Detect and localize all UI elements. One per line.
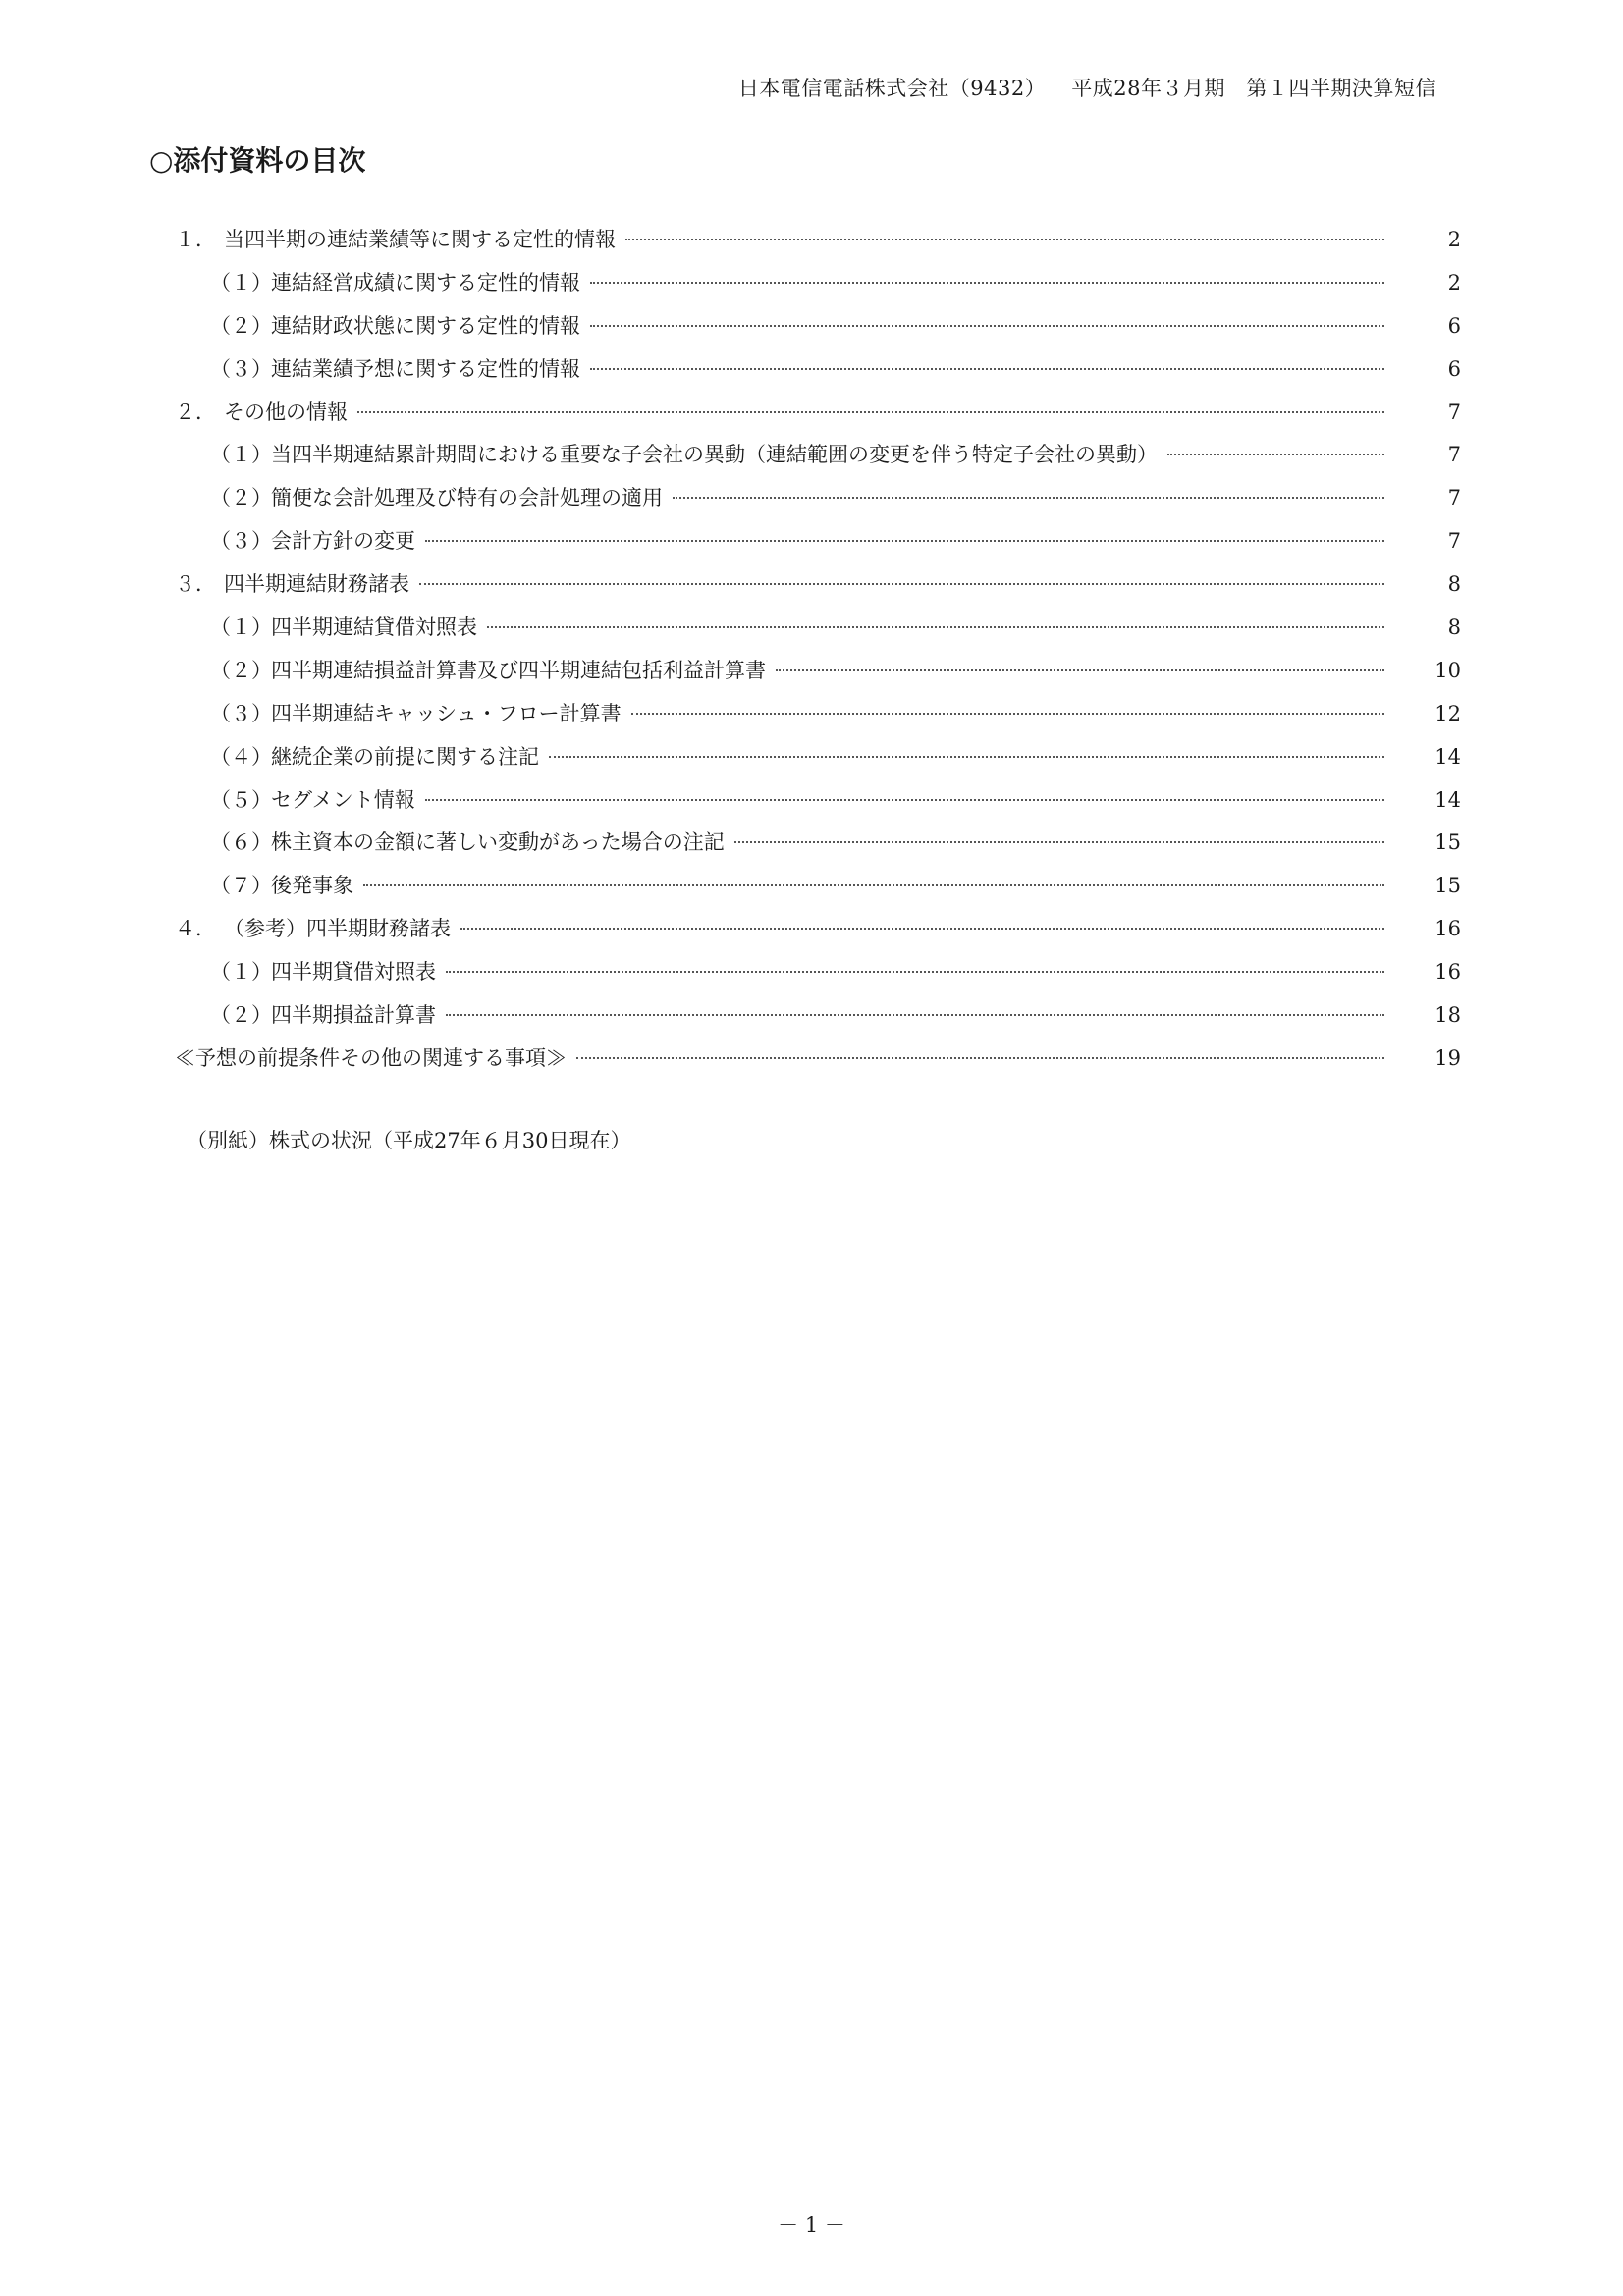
toc-entry[interactable] xyxy=(175,1042,1461,1086)
toc-dot-leader xyxy=(363,884,1384,886)
toc-entry[interactable] xyxy=(175,913,1461,956)
toc-entry-label: セグメント情報 xyxy=(271,787,415,812)
toc-dot-leader xyxy=(460,928,1384,930)
toc-entry-label: その他の情報 xyxy=(224,400,348,424)
toc-entry-page: 16 xyxy=(1434,917,1461,941)
toc-entry-page: 7 xyxy=(1447,400,1461,424)
toc-entry-page: 8 xyxy=(1447,572,1461,597)
toc-entry-page: 7 xyxy=(1447,529,1461,554)
toc-entry-page: 15 xyxy=(1434,874,1461,898)
toc-entry-label: 連結業績予想に関する定性的情報 xyxy=(271,356,580,381)
toc-entry-page: 14 xyxy=(1434,787,1461,812)
toc-dot-leader xyxy=(631,713,1384,715)
toc-entry-page: 7 xyxy=(1447,486,1461,510)
toc-entry[interactable] xyxy=(175,870,1461,913)
toc-entry-page: 10 xyxy=(1434,658,1461,682)
toc-entry-number: （３） xyxy=(210,701,272,725)
toc-entry[interactable] xyxy=(175,267,1461,310)
toc-entry-number: （４） xyxy=(210,744,272,769)
toc-entry-number: （１） xyxy=(210,443,272,467)
toc-entry-label: 四半期損益計算書 xyxy=(271,1003,436,1028)
toc-entry-label: 当四半期の連結業績等に関する定性的情報 xyxy=(224,228,616,251)
toc-entry-label: ≪予想の前提条件その他の関連する事項≫ xyxy=(175,1045,567,1070)
toc-entry-number: （１） xyxy=(210,270,272,294)
toc-entry-number: １． xyxy=(175,228,216,251)
toc-entry[interactable] xyxy=(175,310,1461,353)
toc-dot-leader xyxy=(446,971,1384,973)
toc-entry-label: 四半期連結損益計算書及び四半期連結包括利益計算書 xyxy=(271,658,766,682)
toc-entry-number: ３． xyxy=(175,572,216,597)
toc-entry-page: 14 xyxy=(1434,744,1461,769)
toc-dot-leader xyxy=(734,841,1384,843)
report-title: 平成28年３月期 第１四半期決算短信 xyxy=(1071,77,1436,100)
toc-entry-number: （１） xyxy=(210,615,272,640)
toc-dot-leader xyxy=(590,325,1384,327)
toc-entry-number: （１） xyxy=(210,960,272,985)
document-header xyxy=(738,73,1436,102)
toc-entry-page: 2 xyxy=(1447,228,1461,251)
toc-entry[interactable] xyxy=(175,439,1461,482)
toc-dot-leader xyxy=(419,583,1384,585)
toc-dot-leader xyxy=(425,540,1384,542)
toc-entry-number: （６） xyxy=(210,830,272,855)
toc-entry-number: （２） xyxy=(210,486,272,510)
toc-dot-leader xyxy=(487,626,1384,628)
toc-entry-label: 株主資本の金額に著しい変動があった場合の注記 xyxy=(271,830,725,855)
toc-entry-page: 12 xyxy=(1434,701,1461,725)
toc-dot-leader xyxy=(576,1057,1384,1059)
toc-entry-number: （２） xyxy=(210,1003,272,1028)
toc-dot-leader xyxy=(673,497,1384,499)
toc-entry-page: 7 xyxy=(1447,443,1461,467)
toc-entry-label: 連結経営成績に関する定性的情報 xyxy=(271,270,580,294)
toc-entry-label: 連結財政状態に関する定性的情報 xyxy=(271,313,580,338)
toc-entry-label: 四半期連結貸借対照表 xyxy=(271,615,477,640)
toc-entry[interactable] xyxy=(175,353,1461,397)
toc-entry[interactable] xyxy=(175,784,1461,828)
toc-entry-label: 継続企業の前提に関する注記 xyxy=(271,744,539,769)
toc-dot-leader xyxy=(357,411,1384,413)
toc-dot-leader xyxy=(625,239,1384,240)
table-of-contents xyxy=(175,224,1461,1086)
toc-entry[interactable] xyxy=(175,612,1461,655)
toc-entry-number: （５） xyxy=(210,787,272,812)
toc-entry-page: 6 xyxy=(1447,313,1461,338)
toc-entry-page: 15 xyxy=(1434,830,1461,855)
toc-entry[interactable] xyxy=(175,482,1461,525)
toc-entry-page: 6 xyxy=(1447,356,1461,381)
toc-entry-page: 18 xyxy=(1434,1003,1461,1028)
toc-entry-number: （７） xyxy=(210,874,272,898)
toc-entry-number: （２） xyxy=(210,313,272,338)
toc-dot-leader xyxy=(776,669,1384,671)
toc-entry-label: 四半期貸借対照表 xyxy=(271,960,436,985)
toc-dot-leader xyxy=(1167,454,1384,455)
toc-entry-label: 後発事象 xyxy=(271,874,353,898)
toc-entry[interactable] xyxy=(175,741,1461,784)
page-title: ○添付資料の目次 xyxy=(149,144,366,177)
toc-entry-number: ４． xyxy=(175,917,216,941)
toc-entry-number: （３） xyxy=(210,356,272,381)
toc-entry-label: 簡便な会計処理及び特有の会計処理の適用 xyxy=(271,486,663,510)
toc-entry-number: （２） xyxy=(210,658,272,682)
toc-entry-number: ２． xyxy=(175,400,216,424)
toc-entry-page: 2 xyxy=(1447,270,1461,294)
toc-entry-label: 四半期連結キャッシュ・フロー計算書 xyxy=(271,701,622,725)
toc-entry[interactable] xyxy=(175,397,1461,440)
toc-entry[interactable] xyxy=(175,655,1461,698)
toc-entry[interactable] xyxy=(175,698,1461,741)
toc-dot-leader xyxy=(549,756,1384,758)
company-name: 日本電信電話株式会社（9432） xyxy=(737,77,1047,100)
toc-entry[interactable] xyxy=(175,999,1461,1042)
toc-entry[interactable] xyxy=(175,827,1461,870)
toc-dot-leader xyxy=(425,799,1384,801)
toc-entry-page: 8 xyxy=(1447,615,1461,640)
toc-entry-page: 19 xyxy=(1434,1045,1461,1070)
toc-entry-label: 四半期連結財務諸表 xyxy=(224,572,409,597)
toc-dot-leader xyxy=(446,1014,1384,1016)
toc-entry-label: （参考）四半期財務諸表 xyxy=(224,917,451,941)
toc-entry[interactable] xyxy=(175,525,1461,568)
toc-dot-leader xyxy=(590,368,1384,370)
toc-entry-label: 会計方針の変更 xyxy=(271,529,415,554)
page-number: － 1 － xyxy=(778,2214,845,2237)
annex-note: （別紙）株式の状況（平成27年６月30日現在） xyxy=(187,1129,631,1152)
toc-entry[interactable] xyxy=(175,224,1461,267)
toc-entry-number: （３） xyxy=(210,529,272,554)
toc-entry-label: 当四半期連結累計期間における重要な子会社の異動（連結範囲の変更を伴う特定子会社の異動） xyxy=(271,443,1158,467)
toc-entry[interactable] xyxy=(175,956,1461,999)
toc-entry-page: 16 xyxy=(1434,960,1461,985)
toc-dot-leader xyxy=(590,282,1384,284)
toc-entry[interactable] xyxy=(175,568,1461,612)
